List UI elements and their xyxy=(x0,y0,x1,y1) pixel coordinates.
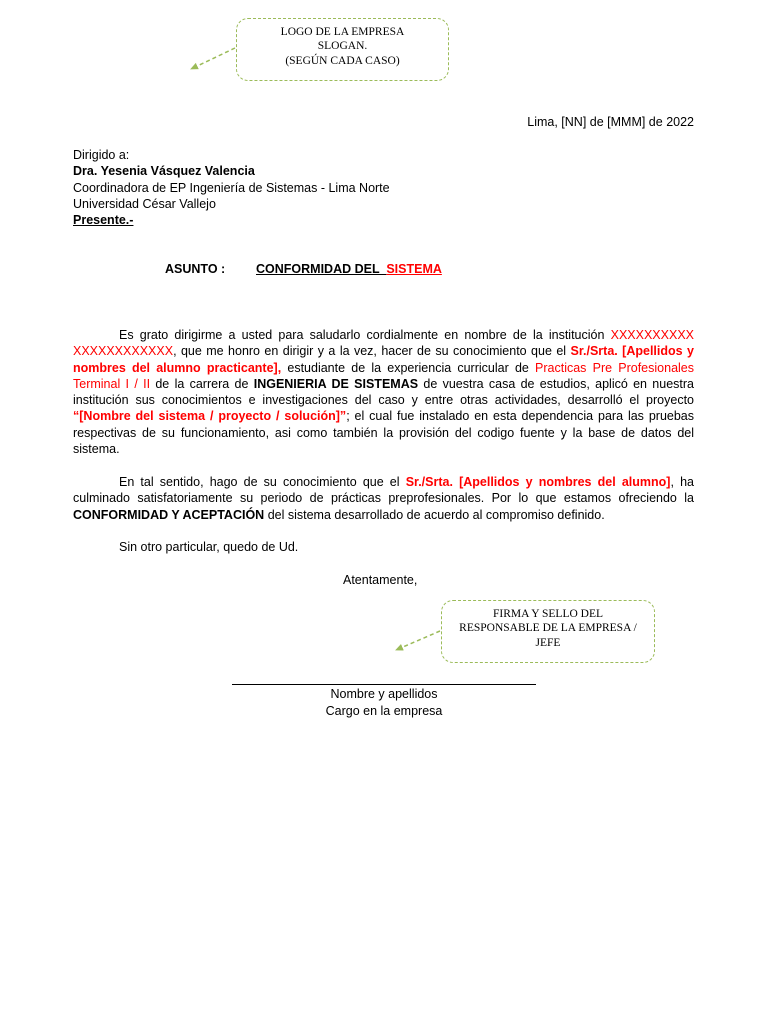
body-text: , que me honro en dirigir y a la vez, hacer de su conocimiento que el xyxy=(173,344,571,359)
emphasized-text: CONFORMIDAD Y ACEPTACIÓN xyxy=(73,507,265,522)
paragraph-line xyxy=(73,360,694,376)
callout-line: FIRMA Y SELLO DEL xyxy=(493,608,603,620)
greeting-presente: Presente.- xyxy=(73,213,134,228)
recipient-position: Coordinadora de EP Ingeniería de Sistemas - Lima Norte xyxy=(73,180,390,195)
paragraph-line xyxy=(73,474,694,490)
paragraph-line xyxy=(73,392,694,408)
callout-line: LOGO DE LA EMPRESA xyxy=(280,26,405,38)
body-text: de vuestra casa de estudios, aplicó en nuestra xyxy=(418,376,695,391)
recipient-name: Dra. Yesenia Vásquez Valencia xyxy=(73,164,255,179)
placeholder-text: Practicas Pre Profesionales xyxy=(535,360,694,375)
body-text: , ha xyxy=(670,475,694,489)
subject-label: ASUNTO : xyxy=(165,262,226,276)
placeholder-text: Sr./Srta. [Apellidos y xyxy=(570,344,694,359)
paragraph-line xyxy=(73,441,694,457)
body-text: sistema. xyxy=(73,442,120,457)
callout-line: JEFE xyxy=(535,636,561,649)
body-text: estudiante de la experiencia curricular de xyxy=(281,360,536,375)
paragraph-line xyxy=(73,490,694,506)
signature-line xyxy=(232,684,536,685)
placeholder-text: nombres del alumno practicante], xyxy=(73,360,282,375)
body-paragraph-introduction xyxy=(73,327,694,457)
callout-line: RESPONSABLE DE LA EMPRESA / xyxy=(459,622,637,635)
subject-value-highlight: SISTEMA xyxy=(386,262,442,276)
farewell: Atentamente, xyxy=(343,573,418,587)
signatory-role: Cargo en la empresa xyxy=(325,704,443,718)
emphasized-text: INGENIERIA DE SISTEMAS xyxy=(253,376,419,391)
body-text: ; el cual fue instalado en esta dependencia para las pruebas xyxy=(346,409,694,424)
body-text: culminado satisfatoriamente su periodo de prácticas preprofesionales. Por lo que estamos ofreciendo la xyxy=(73,491,694,506)
paragraph-line xyxy=(73,425,694,441)
subject-value xyxy=(256,261,442,277)
signature-callout-arrow xyxy=(396,631,440,650)
paragraph-line xyxy=(73,376,694,392)
recipient-institution: Universidad César Vallejo xyxy=(73,196,216,211)
body-text: institución sus conocimientos e investigaciones del caso y entre otras actividades, desarrolló el proyecto xyxy=(73,393,694,408)
body-text: Es grato dirigirme a usted para saludarlo cordialmente en nombre de la institución xyxy=(119,328,611,342)
signatory-name: Nombre y apellidos xyxy=(330,687,438,701)
placeholder-text: Terminal I / II xyxy=(73,376,151,391)
recipient-intro: Dirigido a: xyxy=(73,148,130,162)
body-text: del sistema desarrollado de acuerdo al compromiso definido. xyxy=(264,507,605,522)
placeholder-text: XXXXXXXXXXXX xyxy=(73,344,174,359)
placeholder-text: XXXXXXXXXX xyxy=(610,328,694,342)
placeholder-text: Sr./Srta. [Apellidos y nombres del alumno] xyxy=(405,475,671,489)
body-text: En tal sentido, hago de su conocimiento que el xyxy=(119,475,406,489)
closing-phrase: Sin otro particular, quedo de Ud. xyxy=(119,540,299,554)
date-line: Lima, [NN] de [MMM] de 2022 xyxy=(527,115,694,129)
paragraph-line xyxy=(73,408,694,424)
callout-line: SLOGAN. xyxy=(317,40,368,53)
body-paragraph-conformity xyxy=(73,474,694,523)
placeholder-text: “[Nombre del sistema / proyecto / solución]” xyxy=(73,409,347,424)
logo-placeholder-callout xyxy=(236,18,449,81)
paragraph-line xyxy=(73,507,694,523)
subject-value-text: CONFORMIDAD DEL xyxy=(256,262,387,276)
signature-placeholder-callout xyxy=(441,600,655,663)
paragraph-line xyxy=(73,327,694,343)
paragraph-line xyxy=(73,343,694,359)
callout-line: (SEGÚN CADA CASO) xyxy=(285,54,400,67)
body-text: de la carrera de xyxy=(150,376,254,391)
body-text: respectivas de su funcionamiento, asi como también la provisión del codigo fuente y la base de datos del xyxy=(73,425,694,440)
logo-callout-arrow xyxy=(191,48,235,69)
